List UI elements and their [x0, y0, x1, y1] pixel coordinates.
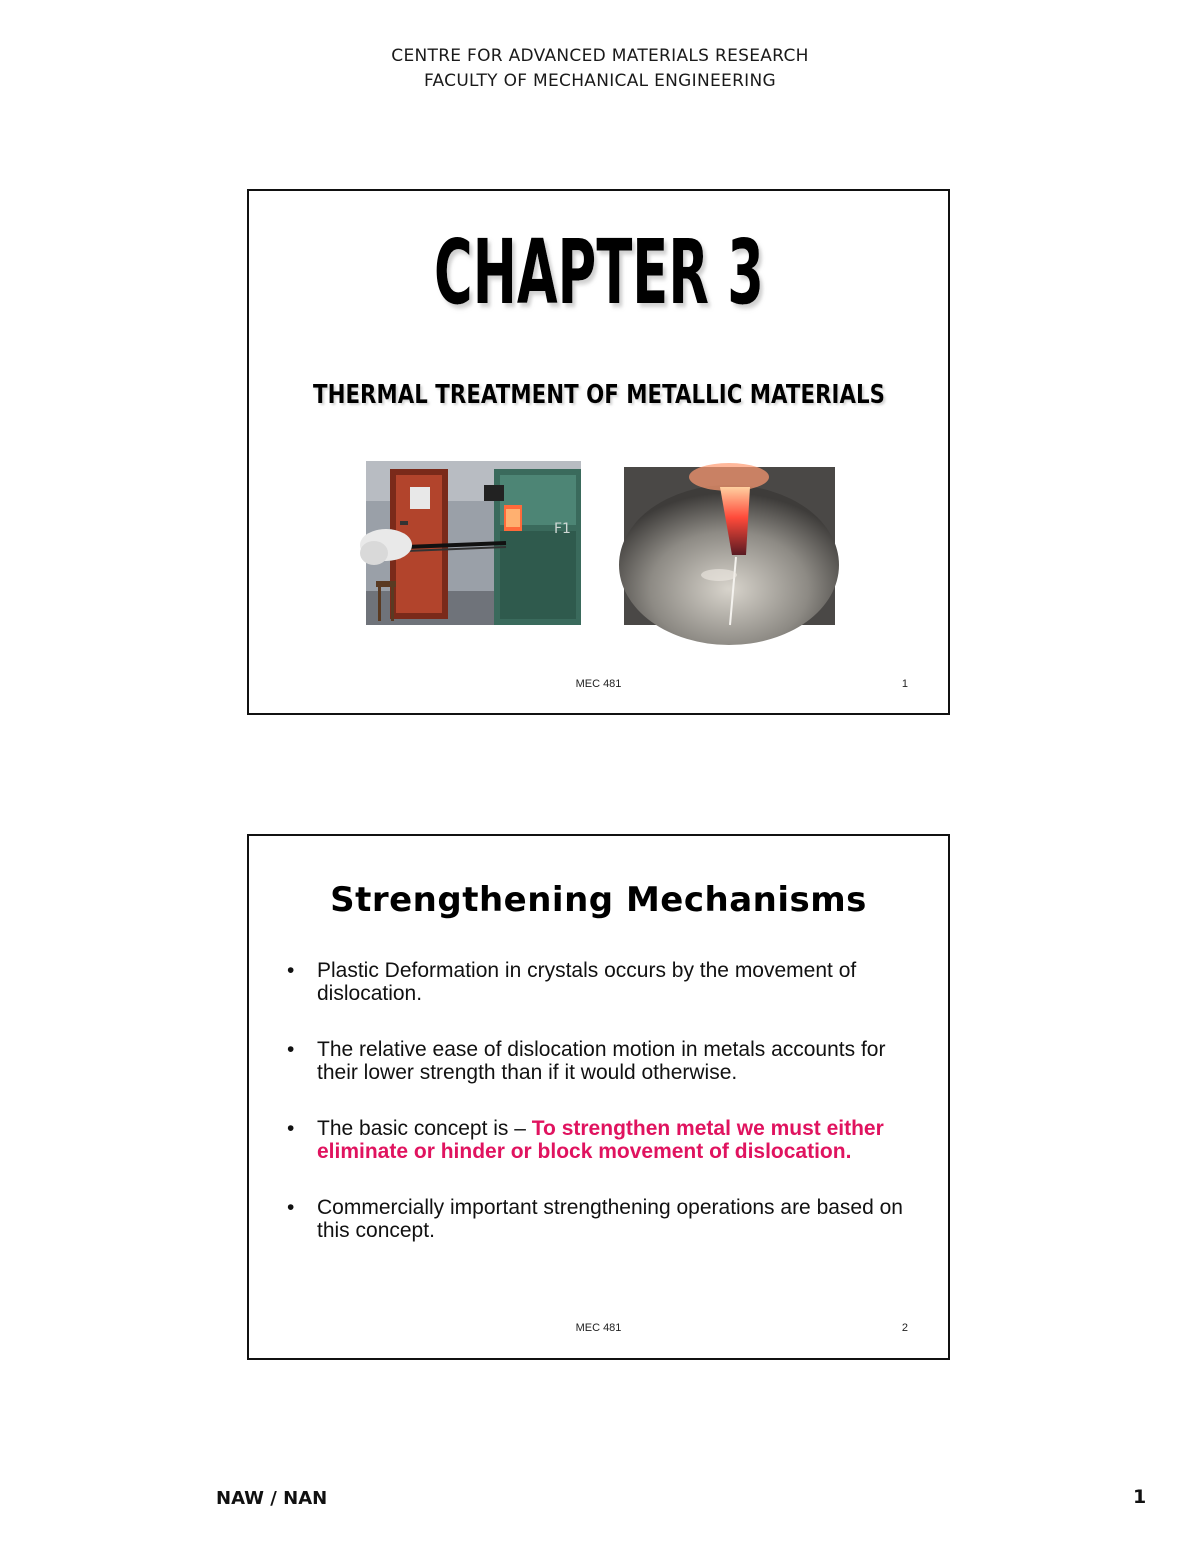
chapter-title — [249, 211, 948, 346]
slide-1 — [247, 189, 950, 715]
header-line-2: FACULTY OF MECHANICAL ENGINEERING — [424, 71, 776, 91]
bullet-text: The basic concept is – — [317, 1117, 532, 1140]
bullet-text: Plastic Deformation in crystals occurs by the movement of dislocation. — [317, 959, 857, 1005]
header-line-1: CENTRE FOR ADVANCED MATERIALS RESEARCH — [391, 46, 809, 66]
chapter-subtitle-text: THERMAL TREATMENT OF METALLIC MATERIALS — [312, 380, 885, 410]
page-header — [0, 44, 1200, 94]
bullet-symbol: • — [287, 1117, 295, 1140]
bullet-text: Commercially important strengthening operations are based on this concept. — [317, 1196, 903, 1242]
slide-number: 1 — [901, 678, 908, 690]
hot-specimen-photo — [624, 467, 835, 625]
bullet-symbol: • — [287, 959, 295, 982]
bullet-highlight-text: To strengthen metal we must either eliminate or hinder or block movement of dislocation. — [317, 1117, 884, 1163]
furnace-label: F1 — [554, 521, 571, 537]
slide-number: 2 — [901, 1322, 908, 1334]
slide-2 — [247, 834, 950, 1360]
bullet-list — [287, 959, 907, 1275]
bullet-item — [287, 1196, 907, 1242]
lab-furnace-photo — [366, 461, 581, 625]
bullet-symbol: • — [287, 1196, 295, 1219]
bullet-item — [287, 959, 907, 1005]
bullet-text: The relative ease of dislocation motion in metals accounts for their lower strength than if it would otherwise. — [317, 1038, 886, 1084]
slide-course-code: MEC 481 — [575, 678, 622, 690]
chapter-title-text: CHAPTER 3 — [433, 220, 764, 325]
author-initials: NAW / NAN — [216, 1488, 328, 1509]
bullet-symbol: • — [287, 1038, 295, 1061]
slide-title: Strengthening Mechanisms — [330, 880, 867, 920]
bullet-item — [287, 1117, 907, 1163]
bullet-item — [287, 1038, 907, 1084]
chapter-subtitle — [249, 367, 948, 424]
slide-course-code: MEC 481 — [575, 1322, 622, 1334]
page-number: 1 — [1133, 1486, 1147, 1508]
